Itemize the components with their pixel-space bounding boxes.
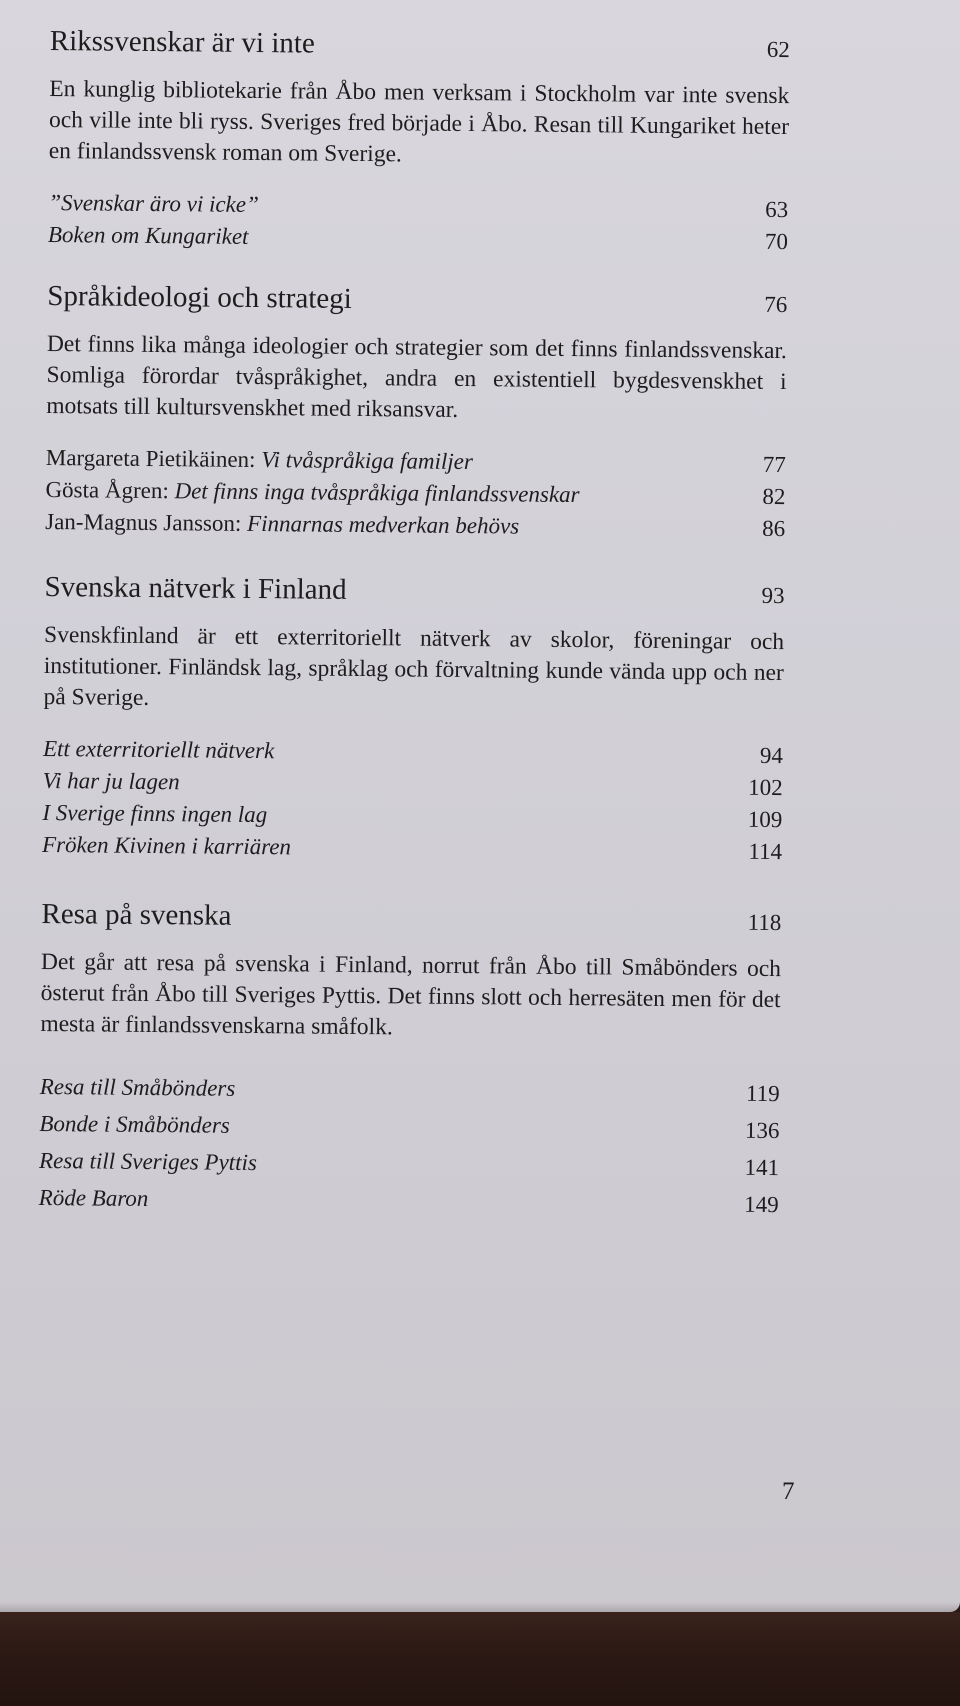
entry-page-number: 114 <box>748 838 783 865</box>
section-heading <box>41 895 781 942</box>
entry-page-number: 136 <box>744 1117 780 1144</box>
entry-page-number: 77 <box>762 451 786 478</box>
toc-section <box>39 895 782 1223</box>
entry-work-title: Det finns inga tvåspråkiga finlandssvenskar <box>174 478 580 508</box>
entry-author: Jan-Magnus Jansson: <box>45 508 248 536</box>
section-description: Det går att resa på svenska i Finland, norrut från Åbo till Småbönders och österut från Åbo till Sveriges Pyttis. Det finns slott och herresäten men för det mesta är finlandssvenskarna småfolk. <box>40 948 782 1041</box>
section-description: En kunglig bibliotekarie från Åbo men verksam i Stockholm var inte svensk och ville inte bli ryss. Sveriges fred började i Åbo. Resan till Kungariket heter en finlandssvensk roman om Sverige. <box>48 75 790 168</box>
entry-title: ”Svenskar äro vi icke” <box>48 189 259 218</box>
section-entries <box>39 1068 780 1223</box>
toc-section <box>42 568 785 868</box>
entry-title: Resa till Småbönders <box>39 1073 236 1101</box>
toc-entry <box>39 1142 779 1186</box>
section-heading <box>47 277 787 324</box>
section-page-number: 62 <box>766 36 790 63</box>
entry-work-title: Vi tvåspråkiga familjer <box>261 447 474 475</box>
entry-title: Resa till Sveriges Pyttis <box>38 1147 258 1176</box>
entry-page-number: 109 <box>747 806 783 833</box>
entry-page-number: 70 <box>764 228 789 255</box>
section-page-number: 93 <box>761 582 785 609</box>
entry-author: Margareta Pietikäinen: <box>45 444 262 473</box>
entry-page-number: 63 <box>765 196 789 223</box>
entry-title: Röde Baron <box>38 1184 149 1211</box>
table-surface <box>0 1612 960 1706</box>
section-entries <box>45 442 786 545</box>
entry-title: Fröken Kivinen i karriären <box>41 831 292 860</box>
section-entries <box>48 187 789 258</box>
table-of-contents <box>39 22 790 1223</box>
entry-page-number: 149 <box>744 1191 779 1218</box>
section-page-number: 118 <box>747 909 782 936</box>
entry-page-number: 94 <box>759 742 784 769</box>
entry-page-number: 102 <box>748 774 783 801</box>
section-page-number: 76 <box>764 291 788 318</box>
section-description: Det finns lika många ideologier och strategier som det finns finlandssvenskar. Somliga förordar tvåspråkighet, andra en existentiell bygdesvenskhet i motsats till kultursvenskhet med riksansvar. <box>46 330 787 423</box>
toc-entry <box>48 219 788 258</box>
section-title: Resa på svenska <box>41 897 232 932</box>
entry-page-number: 82 <box>762 483 786 510</box>
section-heading <box>50 22 790 69</box>
section-title: Rikssvenskar är vi inte <box>49 24 315 60</box>
toc-entry <box>42 829 782 868</box>
page-folio-number: 7 <box>782 1478 795 1505</box>
entry-page-number: 119 <box>745 1080 780 1107</box>
entry-work-title: Finnarnas medverkan behövs <box>246 510 520 539</box>
toc-section <box>48 22 790 258</box>
section-entries <box>42 733 783 868</box>
entry-title: I Sverige finns ingen lag <box>42 799 268 828</box>
entry-page-number: 86 <box>762 515 786 542</box>
entry-title: Ett exterritoriellt nätverk <box>42 735 275 764</box>
toc-entry <box>39 1179 779 1223</box>
section-title: Språkideologi och strategi <box>47 279 352 315</box>
entry-title: Vi har ju lagen <box>42 767 180 795</box>
entry-author: Gösta Ågren: <box>45 476 175 504</box>
toc-entry <box>45 506 785 545</box>
section-heading <box>44 568 784 615</box>
entry-title: Bonde i Småbönders <box>39 1110 230 1138</box>
toc-section <box>45 277 787 545</box>
entry-title: Boken om Kungariket <box>47 221 249 249</box>
section-title: Svenska nätverk i Finland <box>44 570 347 606</box>
section-description: Svenskfinland är ett exterritoriellt nätverk av skolor, föreningar och institutioner. Finländsk lag, språklag och förvaltning kunde vända upp och ner på Sverige. <box>43 621 785 711</box>
entry-page-number: 141 <box>744 1154 780 1181</box>
